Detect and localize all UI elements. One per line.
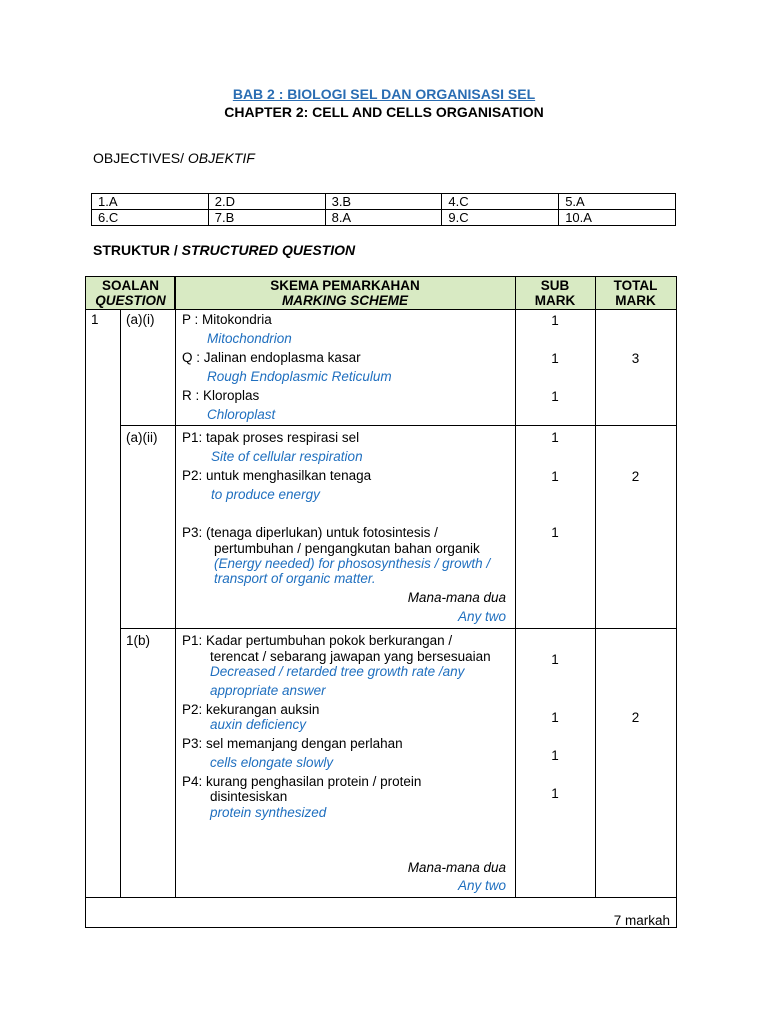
answer-line-translation: Decreased / retarded tree growth rate /any: [210, 664, 465, 679]
answer-line: P3: (tenaga diperlukan) untuk fotosintesis /: [182, 525, 438, 540]
answer-line-translation: Rough Endoplasmic Reticulum: [207, 369, 392, 384]
answer-cell: 6.C: [92, 210, 209, 226]
total-mark: 2: [631, 710, 640, 725]
sub-mark: 1: [551, 313, 559, 328]
any-two-note-translation: Any two: [457, 609, 506, 624]
part-label: (a)(ii): [126, 430, 158, 445]
header-marking-scheme: SKEMA PEMARKAHAN MARKING SCHEME: [270, 278, 420, 308]
sub-mark: 1: [551, 652, 559, 667]
answer-line-translation: Mitochondrion: [207, 331, 292, 346]
answer-line-translation: protein synthesized: [210, 805, 327, 820]
any-two-note: Mana-mana dua: [407, 860, 506, 875]
answer-line-translation: transport of organic matter.: [214, 571, 376, 586]
chapter-title-malay: BAB 2 : BIOLOGI SEL DAN ORGANISASI SEL: [232, 86, 536, 102]
answer-line: P3: sel memanjang dengan perlahan: [182, 736, 403, 751]
answer-line: P2: kekurangan auksin: [182, 702, 320, 717]
sub-mark: 1: [551, 710, 559, 725]
answer-line: P1: Kadar pertumbuhan pokok berkurangan /: [182, 633, 453, 648]
header-sub-mark: SUB MARK: [534, 278, 576, 308]
sub-mark: 1: [551, 786, 559, 801]
answer-line-translation: Chloroplast: [207, 407, 276, 422]
part-label: (a)(i): [126, 312, 155, 327]
total-mark: 2: [631, 469, 640, 484]
answer-line: terencat / sebarang jawapan yang bersesuaian: [210, 649, 491, 664]
sub-mark: 1: [551, 469, 559, 484]
answer-line-translation: (Energy needed) for phososynthesis / growth /: [214, 556, 491, 571]
answer-line-translation: to produce energy: [211, 487, 320, 502]
answer-line: P2: untuk menghasilkan tenaga: [182, 468, 372, 483]
answer-cell: 1.A: [92, 194, 209, 210]
grand-total: 7 markah: [613, 913, 670, 928]
any-two-note: Mana-mana dua: [407, 590, 506, 605]
answer-line: Q : Jalinan endoplasma kasar: [182, 350, 361, 365]
answer-cell: 9.C: [442, 210, 559, 226]
sub-mark: 1: [551, 389, 559, 404]
header-question: SOALAN QUESTION: [95, 278, 166, 308]
sub-mark: 1: [551, 748, 559, 763]
header-total-mark: TOTAL MARK: [613, 278, 658, 308]
answer-cell: 2.D: [208, 194, 325, 210]
question-number: 1: [91, 312, 99, 327]
answer-line: disintesiskan: [210, 789, 288, 804]
answer-line-translation: cells elongate slowly: [210, 755, 334, 770]
answer-cell: 4.C: [442, 194, 559, 210]
answer-line: pertumbuhan / pengangkutan bahan organik: [214, 541, 480, 556]
objectives-label: OBJECTIVES/ OBJEKTIF: [93, 150, 255, 166]
answer-line-translation: appropriate answer: [210, 683, 326, 698]
answer-cell: 5.A: [559, 194, 676, 210]
objective-answers-table: [91, 193, 676, 226]
chapter-title-english: CHAPTER 2: CELL AND CELLS ORGANISATION: [224, 104, 544, 120]
answer-line: R : Kloroplas: [182, 388, 260, 403]
sub-mark: 1: [551, 525, 559, 540]
sub-mark: 1: [551, 430, 559, 445]
answer-line-translation: auxin deficiency: [210, 717, 307, 732]
answer-line-translation: Site of cellular respiration: [211, 449, 363, 464]
answer-cell: 3.B: [325, 194, 442, 210]
answer-cell: 10.A: [559, 210, 676, 226]
answer-line: P4: kurang penghasilan protein / protein: [182, 774, 422, 789]
any-two-note-translation: Any two: [457, 878, 506, 893]
answer-cell: 7.B: [208, 210, 325, 226]
answer-line: P : Mitokondria: [182, 312, 272, 327]
table-row: [92, 210, 676, 226]
part-label: 1(b): [126, 633, 151, 648]
table-row: [92, 194, 676, 210]
answer-line: P1: tapak proses respirasi sel: [182, 430, 360, 445]
answer-cell: 8.A: [325, 210, 442, 226]
structured-question-label: STRUKTUR / STRUCTURED QUESTION: [93, 242, 356, 258]
sub-mark: 1: [551, 351, 559, 366]
marking-scheme-table: [85, 276, 677, 928]
total-mark: 3: [631, 351, 640, 366]
